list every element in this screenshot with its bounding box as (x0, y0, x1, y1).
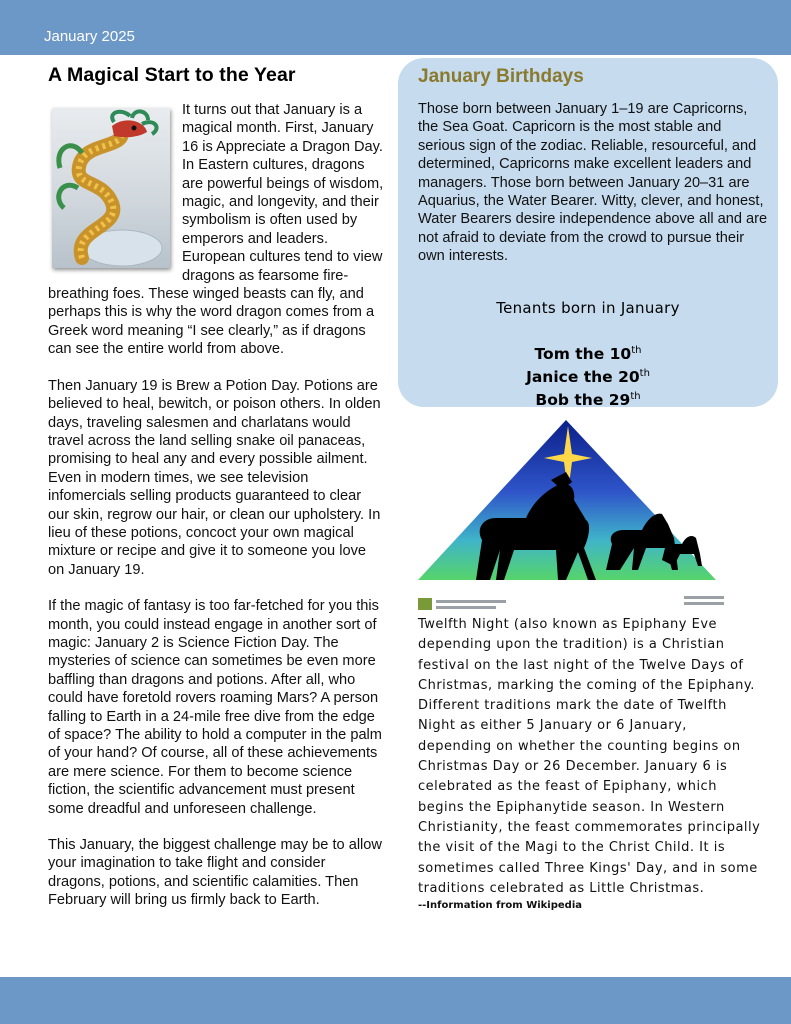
tenant-item: Tom the 10th (534, 345, 642, 364)
tenants-list (398, 341, 778, 410)
twelfth-night-article (418, 615, 763, 913)
paragraph-potions: Then January 19 is Brew a Potion Day. Potions are believed to heal, bewitch, or poison others. In olden days, traveling salesmen and charlatans would travel across the land selling snake oil panaceas, promising to heal any and every possible ailment. Even in modern times, we see television infomercials selling products guaranteed to clear our skin, regrow our hair, or clean our upholstery. In lieu of these potions, concoct your own magical mixture or recipe and give it to someone you love on January 19. (48, 377, 381, 578)
wikipedia-credit: --Information from Wikipedia (418, 900, 583, 912)
dragon-statue-image (52, 108, 170, 268)
issue-date: January 2025 (44, 28, 135, 45)
birthdays-title: January Birthdays (418, 66, 584, 87)
birthdays-text: Those born between January 1–19 are Capricorns, the Sea Goat. Capricorn is the most stable and serious sign of the zodiac. Reliable, resourceful, and determined, Capricorns make excellent leaders and managers. Those born between January 20–31 are Aquarius, the Water Bearer. Witty, clever, and honest, Water Bearers desire independence above all and are not afraid to deviate from the crowd to pursue their own interests. (418, 101, 768, 265)
article-body (48, 101, 384, 910)
three-wise-men-image (416, 420, 728, 615)
tenants-heading: Tenants born in January (496, 299, 680, 317)
january-birthdays-box (398, 58, 778, 410)
paragraph-conclusion: This January, the biggest challenge may be to allow your imagination to take flight and consider dragons, potions, and scientific calamities. Then February will bring us firmly back to Earth. (48, 837, 382, 909)
header-band (0, 0, 791, 55)
paragraph-science-fiction: If the magic of fantasy is too far-fetched for you this month, you could instead engage in another sort of magic: January 2 is Science Fiction Day. The mysteries of science can sometimes be even more baffling than dragons and potions. After all, who could have foretold rovers roaming Mars? A person falling to Earth in a 24-mile free dive from the edge of space? The ability to hold a computer in the palm of your hand? Of course, all of these achievements are mere science. For them to become science fiction, the scientific advancement must present some dreadful and unforeseen challenge. (48, 598, 382, 817)
article-magical-start (48, 64, 384, 928)
twelfth-night-text: Twelfth Night (also known as Epiphany Eve depending upon the tradition) is a Christian festival on the last night of the Twelve Days of Christmas, marking the coming of the Epiphany. Different traditions mark the date of Twelfth Night as either 5 January or 6 January, depending on whether the counting begins on Christmas Day or 26 December. January 6 is celebrated as the feast of Epiphany, which begins the Epiphanytide season. In Western Christianity, the feast commemorates principally the visit of the Magi to the Christ Child. It is sometimes called Three Kings' Day, and in some traditions celebrated as Little Christmas. (418, 617, 761, 896)
paragraph-dragons: It turns out that January is a magical month. First, January 16 is Appreciate a Dragon Day. In Eastern cultures, dragons are powerful beings of wisdom, magic, and longevity, and their symbolism is often used by emperors and leaders. European cultures tend to view dragons as fearsome fire-breathing foes. These winged beasts can fly, and perhaps this is why the word dragon comes from a Greek word meaning “I see clearly,” as if dragons can see the entire world from above. (48, 102, 384, 358)
tenant-item: Bob the 29th (535, 391, 641, 410)
footer-band (0, 977, 791, 1024)
article-title: A Magical Start to the Year (48, 64, 296, 86)
tenant-item: Janice the 20th (526, 368, 650, 387)
